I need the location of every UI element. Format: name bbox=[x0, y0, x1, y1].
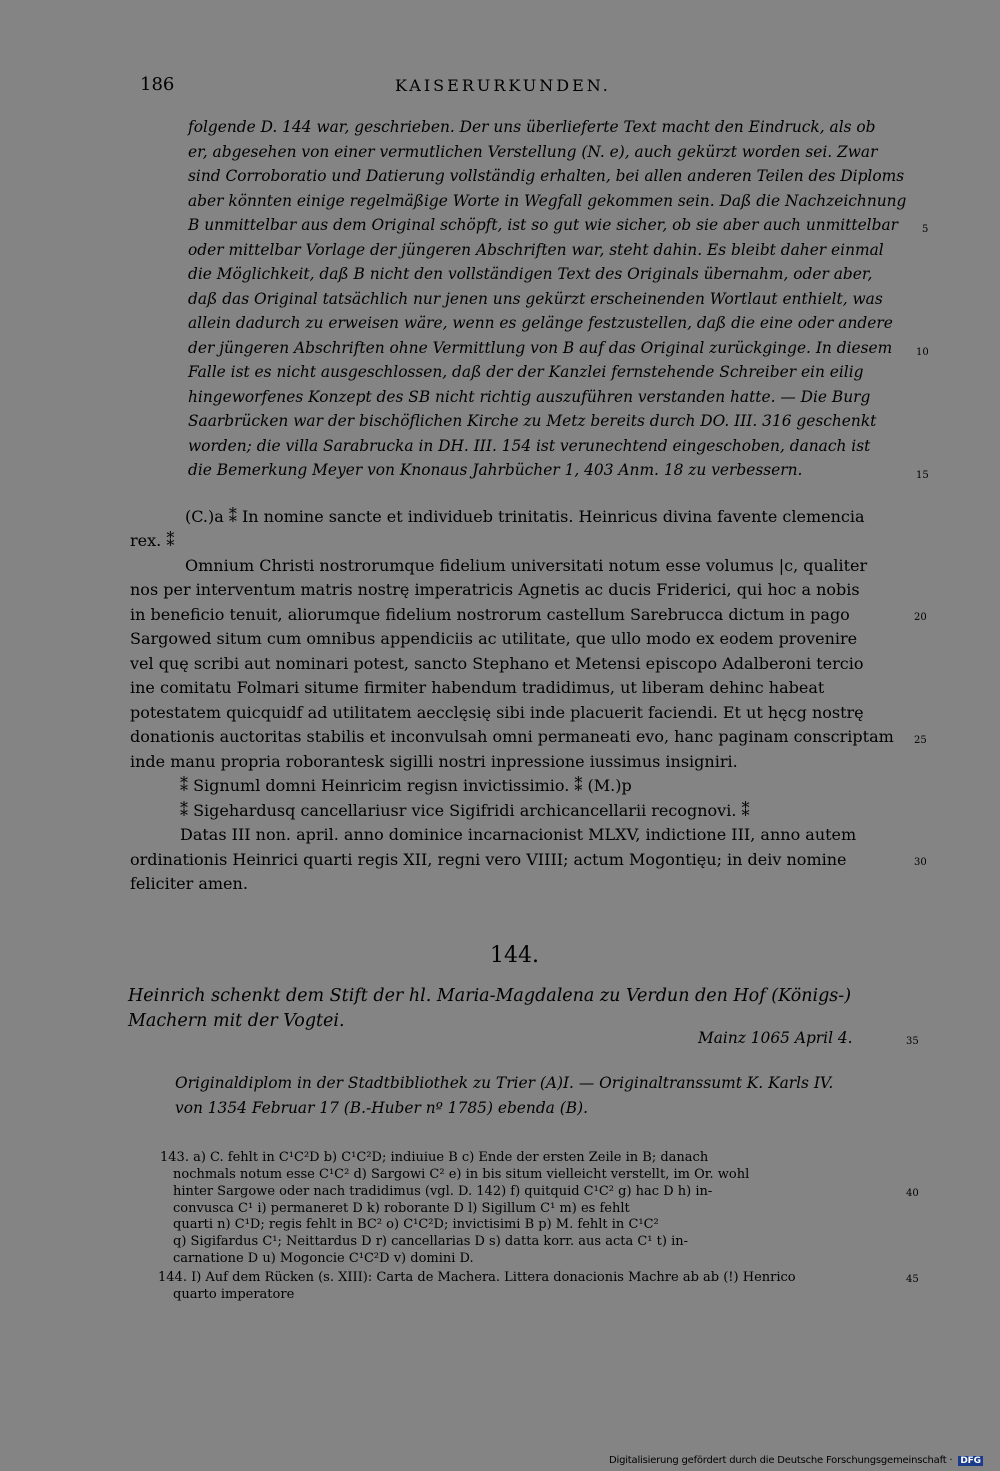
regest-title: Heinrich schenkt dem Stift der hl. Maria-Magdalena zu Verdun den Hof (Königs-) bbox=[128, 986, 852, 1006]
commentary-line: allein dadurch zu erweisen wäre, wenn es gelänge festzustellen, daß die eine oder andere bbox=[188, 314, 893, 332]
place-date: Mainz 1065 April 4. bbox=[698, 1029, 853, 1047]
commentary-line: die Möglichkeit, daß B nicht den vollständigen Text des Originals übernahm, oder aber, bbox=[188, 265, 873, 283]
footnote-line: nochmals notum esse C¹C² d) Sargowi C² e) in bis situm vielleicht verstellt, im Or. wohl bbox=[173, 1167, 750, 1182]
commentary-line: B unmittelbar aus dem Original schöpft, ist so gut wie sicher, ob sie aber auch unmittelbar bbox=[188, 216, 898, 234]
line-number: 30 bbox=[914, 857, 927, 868]
charter-line: potestatem quicquidf ad utilitatem aecclęsię sibi inde placuerit faciendi. Et ut hęcg nostrę bbox=[130, 703, 864, 722]
footnote-line: q) Sigifardus C¹; Neittardus D r) cancellarias D s) datta korr. aus acta C¹ t) in- bbox=[173, 1234, 689, 1249]
recognition-line: ⁑ Sigehardusq cancellariusr vice Sigifridi archicancellarii recognovi. ⁑ bbox=[180, 801, 750, 820]
regest-title: Machern mit der Vogtei. bbox=[128, 1011, 345, 1031]
tradition-line: von 1354 Februar 17 (B.-Huber nº 1785) ebenda (B). bbox=[175, 1099, 588, 1117]
commentary-line: er, abgesehen von einer vermutlichen Verstellung (N. e), auch gekürzt worden sei. Zwar bbox=[188, 143, 878, 161]
digitization-footer bbox=[609, 1455, 983, 1466]
charter-line: ine comitatu Folmari situme firmiter habendum tradidimus, ut liberam dehinc habeat bbox=[130, 678, 825, 697]
commentary-line: Saarbrücken war der bischöflichen Kirche zu Metz bereits durch DO. III. 316 geschenkt bbox=[188, 412, 877, 430]
charter-line: in beneficio tenuit, aliorumque fidelium nostrorum castellum Sarebrucca dictum in pago bbox=[130, 605, 850, 624]
line-number: 45 bbox=[906, 1274, 919, 1285]
charter-line: donationis auctoritas stabilis et inconvulsah omni permaneati evo, hanc paginam conscriptam bbox=[130, 727, 894, 746]
protocol-line: (C.)a ⁑ In nomine sancte et individueb trinitatis. Heinricus divina favente clemencia bbox=[185, 507, 865, 526]
footnote-line: quarti n) C¹D; regis fehlt in BC² o) C¹C²D; invictisimi B p) M. fehlt in C¹C² bbox=[173, 1217, 659, 1232]
commentary-line: sind Corroboratio und Datierung vollständig erhalten, bei allen anderen Teilen des Diploms bbox=[188, 167, 905, 185]
running-head: KAISERURKUNDEN. bbox=[395, 76, 611, 95]
commentary-line: Falle ist es nicht ausgeschlossen, daß der der Kanzlei fernstehende Schreiber ein eilig bbox=[188, 363, 864, 381]
line-number: 40 bbox=[906, 1188, 919, 1199]
dating-line: ordinationis Heinrici quarti regis XII, regni vero VIIII; actum Mogontięu; in deiv nomine bbox=[130, 850, 847, 869]
commentary-line: worden; die villa Sarabrucka in DH. III. 154 ist verunechtend eingeschoben, danach ist bbox=[188, 437, 871, 455]
dating-line: feliciter amen. bbox=[130, 874, 248, 893]
commentary-line: daß das Original tatsächlich nur jenen uns gekürzt erscheinenden Wortlaut enthielt, was bbox=[188, 290, 883, 308]
footer-text: Digitalisierung gefördert durch die Deutsche Forschungsgemeinschaft · bbox=[609, 1455, 953, 1466]
charter-line: nos per interventum matris nostrę imperatricis Agnetis ac ducis Friderici, qui hoc a nobis bbox=[130, 580, 860, 599]
tradition-line: Originaldiplom in der Stadtbibliothek zu Trier (A)I. — Originaltranssumt K. Karls IV. bbox=[175, 1074, 834, 1092]
signum-line: ⁑ Signuml domni Heinricim regisn invictissimio. ⁑ (M.)p bbox=[180, 776, 632, 795]
document-number: 144. bbox=[490, 943, 539, 968]
commentary-line: folgende D. 144 war, geschrieben. Der uns überlieferte Text macht den Eindruck, als ob bbox=[188, 118, 876, 136]
dfg-logo: DFG bbox=[960, 1456, 981, 1466]
line-number: 5 bbox=[922, 224, 929, 235]
charter-line: Sargowed situm cum omnibus appendiciis ac utilitate, que ullo modo ex eodem provenire bbox=[130, 629, 858, 648]
commentary-line: hingeworfenes Konzept des SB nicht richtig auszuführen verstanden hatte. — Die Burg bbox=[188, 388, 871, 406]
line-number: 20 bbox=[914, 612, 927, 623]
line-number: 10 bbox=[916, 347, 929, 358]
page-number: 186 bbox=[140, 74, 175, 95]
commentary-line: aber könnten einige regelmäßige Worte in Wegfall gekommen sein. Daß die Nachzeichnung bbox=[188, 192, 907, 210]
footnote-line: carnatione D u) Mogoncie C¹C²D v) domini D. bbox=[173, 1251, 474, 1266]
commentary-line: oder mittelbar Vorlage der jüngeren Abschriften war, steht dahin. Es bleibt daher einmal bbox=[188, 241, 884, 259]
footnote-line: hinter Sargowe oder nach tradidimus (vgl. D. 142) f) quitquid C¹C² g) hac D h) in- bbox=[173, 1184, 713, 1199]
protocol-line: rex. ⁑ bbox=[130, 531, 175, 550]
commentary-line: die Bemerkung Meyer von Knonaus Jahrbücher 1, 403 Anm. 18 zu verbessern. bbox=[188, 461, 803, 479]
footnote-line: 143. a) C. fehlt in C¹C²D b) C¹C²D; indiuiue B c) Ende der ersten Zeile in B; danach bbox=[160, 1150, 709, 1165]
charter-line: Omnium Christi nostrorumque fidelium universitati notum esse volumus |c, qualiter bbox=[185, 556, 868, 575]
line-number: 25 bbox=[914, 735, 927, 746]
dating-line: Datas III non. april. anno dominice incarnacionist MLXV, indictione III, anno autem bbox=[180, 825, 857, 844]
line-number: 15 bbox=[916, 470, 929, 481]
line-number: 35 bbox=[906, 1036, 919, 1047]
commentary-line: der jüngeren Abschriften ohne Vermittlung von B auf das Original zurückginge. In diesem bbox=[188, 339, 893, 357]
charter-line: vel quę scribi aut nominari potest, sancto Stephano et Metensi episcopo Adalberoni tercio bbox=[130, 654, 864, 673]
footnote-line: 144. I) Auf dem Rücken (s. XIII): Carta de Machera. Littera donacionis Machre ab ab (!) Henrico bbox=[158, 1270, 796, 1285]
footnote-line: quarto imperatore bbox=[173, 1287, 295, 1302]
footnote-line: convusca C¹ i) permaneret D k) roborante D l) Sigillum C¹ m) es fehlt bbox=[173, 1201, 630, 1216]
charter-line: inde manu propria roborantesk sigilli nostri inpressione iussimus insigniri. bbox=[130, 752, 738, 771]
